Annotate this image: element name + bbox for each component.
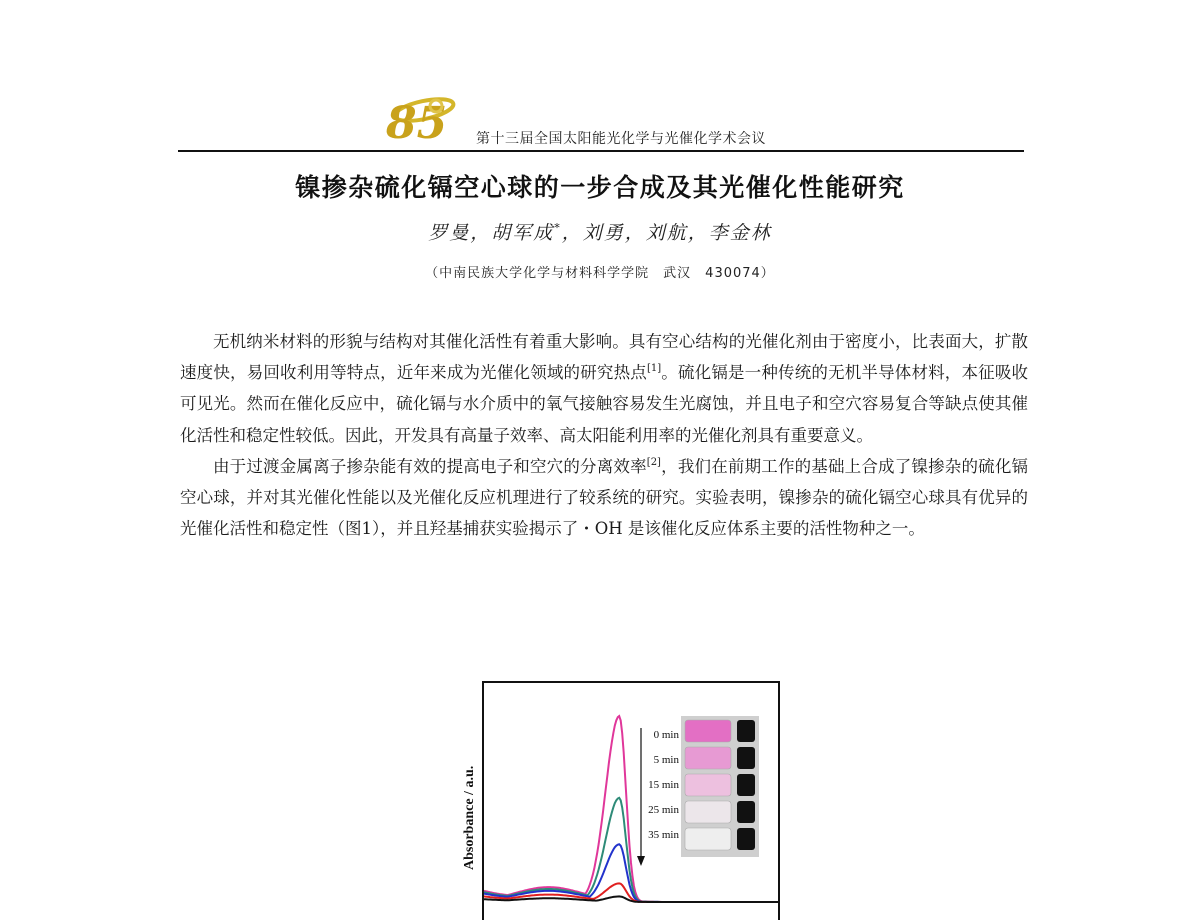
vial-solution [685, 801, 731, 823]
p2-text-b: ，我们在前期工作的基础上合成了镍掺杂的硫化镉空心球，并对其光催化性能以及光催化反应机理进行了较系统的研究。实验表明，镍掺杂的硫化镉空心球具有优异的光催化活性和稳定性（图1），并且羟基捕获实验揭示了・OH 是该催化反应体系主要的活性物种之一。 [180, 456, 1029, 539]
vial-solution [685, 747, 731, 769]
y-axis-label: Absorbance / a.u. [462, 765, 477, 870]
time-arrow-head [637, 856, 645, 866]
vial-catalyst [737, 720, 755, 742]
vial-catalyst [737, 774, 755, 796]
vial-solution [685, 828, 731, 850]
paper-title: 镍掺杂硫化镉空心球的一步合成及其光催化性能研究 [295, 173, 905, 202]
abstract-body [180, 326, 1028, 544]
legend-label: 35 min [648, 829, 679, 841]
vial-solution [685, 720, 731, 742]
vial-catalyst [737, 828, 755, 850]
conference-logo [380, 88, 460, 144]
corresponding-mark: * [554, 221, 562, 235]
legend-label: 15 min [648, 779, 679, 791]
p1-text-b: 。硫化镉是一种传统的无机半导体材料，本征吸收可见光。然而在催化反应中，硫化镉与水介质中的氧气接触容易发生光腐蚀，并且电子和空穴容易复合等缺点使其催化活性和稳定性较低。因此，开发具有高量子效率、高太阳能利用率的光催化剂具有重要意义。 [180, 363, 1029, 445]
p2-text-a: 由于过渡金属离子掺杂能有效的提高电子和空穴的分离效率 [213, 456, 647, 476]
logo-text: 85 [386, 98, 448, 144]
reference-1: [1] [646, 363, 662, 375]
paragraph-2 [180, 451, 1028, 545]
legend-label: 5 min [653, 754, 679, 766]
legend-label: 25 min [648, 804, 679, 816]
authors-rest: ，刘勇，刘航，李金林 [561, 222, 772, 244]
paragraph-1 [180, 326, 1028, 451]
authors-first: 罗曼，胡军成 [428, 222, 555, 244]
p1-text-a: 无机纳米材料的形貌与结构对其催化活性有着重大影响。具有空心结构的光催化剂由于密度小，比表面大，扩散速度快，易回收利用等特点，近年来成为光催化领域的研究热点 [180, 332, 1028, 383]
vial-catalyst [737, 801, 755, 823]
legend-label: 0 min [653, 729, 679, 741]
affiliation: （中南民族大学化学与材料科学学院 武汉 430074） [425, 266, 775, 281]
absorbance-figure [455, 680, 785, 920]
conference-title: 第十三届全国太阳能光化学与光催化学术会议 [476, 131, 766, 147]
vial-solution [685, 774, 731, 796]
time-legend [648, 729, 679, 841]
header-divider [178, 150, 1024, 152]
author-list [0, 218, 1200, 245]
inset-photo [681, 716, 759, 857]
reference-2: [2] [646, 456, 661, 468]
vial-catalyst [737, 747, 755, 769]
